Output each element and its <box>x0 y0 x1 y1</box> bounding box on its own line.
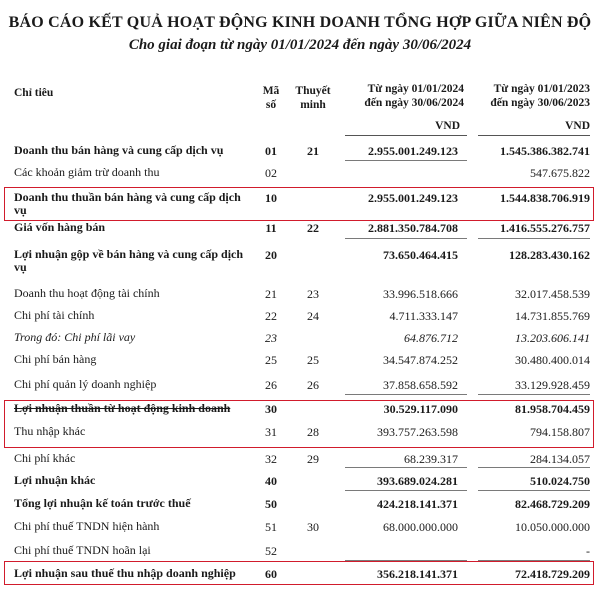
header-divider-2024 <box>345 135 467 136</box>
row-value-2023: 794.158.807 <box>530 425 590 439</box>
row-note: 21 <box>307 144 319 158</box>
row-code: 01 <box>265 144 277 158</box>
header-code <box>258 84 284 112</box>
row-value-2023: 81.958.704.459 <box>515 402 590 416</box>
row-label: Doanh thu bán hàng và cung cấp dịch vụ <box>14 143 224 157</box>
row-code: 30 <box>265 402 277 416</box>
row-label: Các khoản giảm trừ doanh thu <box>14 165 160 179</box>
header-code-line1: Mã <box>262 85 280 97</box>
row-value-2024: 73.650.464.415 <box>383 248 458 262</box>
report-title: BÁO CÁO KẾT QUẢ HOẠT ĐỘNG KINH DOANH TỔNG HỢP GIỮA NIÊN ĐỘ <box>8 14 592 31</box>
row-value-2023: 14.731.855.769 <box>515 309 590 323</box>
row-label: Lợi nhuận thuần từ hoạt động kinh doanh <box>14 401 231 415</box>
row-value-2023: 1.544.838.706.919 <box>500 191 590 205</box>
header-indicator: Chỉ tiêu <box>14 87 54 99</box>
row-code: 25 <box>265 353 277 367</box>
row-value-2023: 10.050.000.000 <box>515 520 590 534</box>
underline-2023 <box>478 238 590 239</box>
header-note-line1: Thuyết <box>295 85 331 97</box>
row-value-2023: 284.134.057 <box>530 452 590 466</box>
row-code: 50 <box>265 497 277 511</box>
header-period-2024-line2: đến ngày 30/06/2024 <box>364 97 464 109</box>
row-label: Lợi nhuận khác <box>14 473 96 487</box>
row-code: 40 <box>265 474 277 488</box>
row-code: 26 <box>265 378 277 392</box>
underline-2023 <box>478 467 590 468</box>
row-label: Giá vốn hàng bán <box>14 220 106 234</box>
header-period-2024-line1: Từ ngày 01/01/2024 <box>367 83 464 95</box>
row-value-2024: 393.757.263.598 <box>377 425 458 439</box>
row-value-2024: 37.858.658.592 <box>383 378 458 392</box>
row-code: 52 <box>265 544 277 558</box>
row-code: 22 <box>265 309 277 323</box>
unit-label-2024: VND <box>435 120 460 132</box>
header-divider-2023 <box>478 135 590 136</box>
unit-label-2023: VND <box>565 120 590 132</box>
header-note-line2: minh <box>300 99 326 111</box>
row-code: 31 <box>265 425 277 439</box>
row-label: Doanh thu thuần bán hàng và cung cấp dịch vụ <box>14 190 241 217</box>
header-period-2023 <box>468 82 590 110</box>
row-value-2024: 33.996.518.666 <box>383 287 458 301</box>
row-label: Lợi nhuận sau thuế thu nhập doanh nghiệp <box>14 566 236 580</box>
row-value-2024: 356.218.141.371 <box>377 567 458 581</box>
row-value-2023: - <box>586 544 590 558</box>
row-value-2024: 2.955.001.249.123 <box>368 144 458 158</box>
row-code: 32 <box>265 452 277 466</box>
row-code: 23 <box>265 331 277 345</box>
row-note: 30 <box>307 520 319 534</box>
row-label: Chi phí quản lý doanh nghiệp <box>14 377 157 391</box>
row-note: 22 <box>307 221 319 235</box>
row-code: 21 <box>265 287 277 301</box>
highlight-operating-profit-box <box>4 400 594 448</box>
row-code: 11 <box>265 221 277 235</box>
row-value-2023: 30.480.400.014 <box>515 353 590 367</box>
row-value-2023: 32.017.458.539 <box>515 287 590 301</box>
row-value-2024: 34.547.874.252 <box>383 353 458 367</box>
row-value-2023: 128.283.430.162 <box>509 248 590 262</box>
row-value-2023: 72.418.729.209 <box>515 567 590 581</box>
underline-2024 <box>345 394 467 395</box>
underline-2024 <box>345 490 467 491</box>
header-period-2024 <box>338 82 464 110</box>
row-label: Tổng lợi nhuận kế toán trước thuế <box>14 496 191 510</box>
underline-2023 <box>478 394 590 395</box>
row-note: 26 <box>307 378 319 392</box>
row-label: Chi phí tài chính <box>14 308 95 322</box>
row-label: Chi phí bán hàng <box>14 352 97 366</box>
row-code: 51 <box>265 520 277 534</box>
row-code: 60 <box>265 567 277 581</box>
row-label: Chi phí thuế TNDN hiện hành <box>14 519 160 533</box>
row-label: Lợi nhuận gộp về bán hàng và cung cấp dịch vụ <box>14 247 244 274</box>
row-value-2024: 64.876.712 <box>404 331 458 345</box>
row-value-2024: 30.529.117.090 <box>383 402 458 416</box>
row-value-2024: 4.711.333.147 <box>389 309 458 323</box>
row-value-2024: 2.955.001.249.123 <box>368 191 458 205</box>
row-label: Thu nhập khác <box>14 424 86 438</box>
row-value-2023: 82.468.729.209 <box>515 497 590 511</box>
row-code: 20 <box>265 248 277 262</box>
highlight-net-revenue-box <box>4 187 594 221</box>
row-value-2024: 424.218.141.371 <box>377 497 458 511</box>
row-label: Doanh thu hoạt động tài chính <box>14 286 160 300</box>
row-value-2023: 1.545.386.382.741 <box>500 144 590 158</box>
row-note: 23 <box>307 287 319 301</box>
header-note <box>289 84 337 112</box>
row-note: 29 <box>307 452 319 466</box>
header-code-line2: số <box>265 99 277 111</box>
row-label: Chi phí khác <box>14 451 76 465</box>
header-period-2023-line1: Từ ngày 01/01/2023 <box>493 83 590 95</box>
row-note: 25 <box>307 353 319 367</box>
row-value-2024: 68.239.317 <box>404 452 458 466</box>
row-label: Chi phí thuế TNDN hoãn lại <box>14 543 151 557</box>
report-subtitle: Cho giai đoạn từ ngày 01/01/2024 đến ngày 30/06/2024 <box>128 37 472 53</box>
row-note: 24 <box>307 309 319 323</box>
row-label: Trong đó: Chi phí lãi vay <box>14 330 136 344</box>
underline-2023 <box>478 490 590 491</box>
underline-2024 <box>345 160 467 161</box>
highlight-net-profit-box <box>4 561 594 585</box>
row-value-2023: 1.416.555.276.757 <box>500 221 590 235</box>
row-note: 28 <box>307 425 319 439</box>
row-value-2023: 510.024.750 <box>530 474 590 488</box>
header-period-2023-line2: đến ngày 30/06/2023 <box>490 97 590 109</box>
row-value-2023: 13.203.606.141 <box>515 331 590 345</box>
row-value-2024: 393.689.024.281 <box>377 474 458 488</box>
underline-2024 <box>345 467 467 468</box>
row-code: 02 <box>265 166 277 180</box>
underline-2024 <box>345 238 467 239</box>
row-value-2024: 68.000.000.000 <box>383 520 458 534</box>
row-value-2024: 2.881.350.784.708 <box>368 221 458 235</box>
row-value-2023: 547.675.822 <box>530 166 590 180</box>
row-value-2023: 33.129.928.459 <box>515 378 590 392</box>
row-code: 10 <box>265 191 277 205</box>
